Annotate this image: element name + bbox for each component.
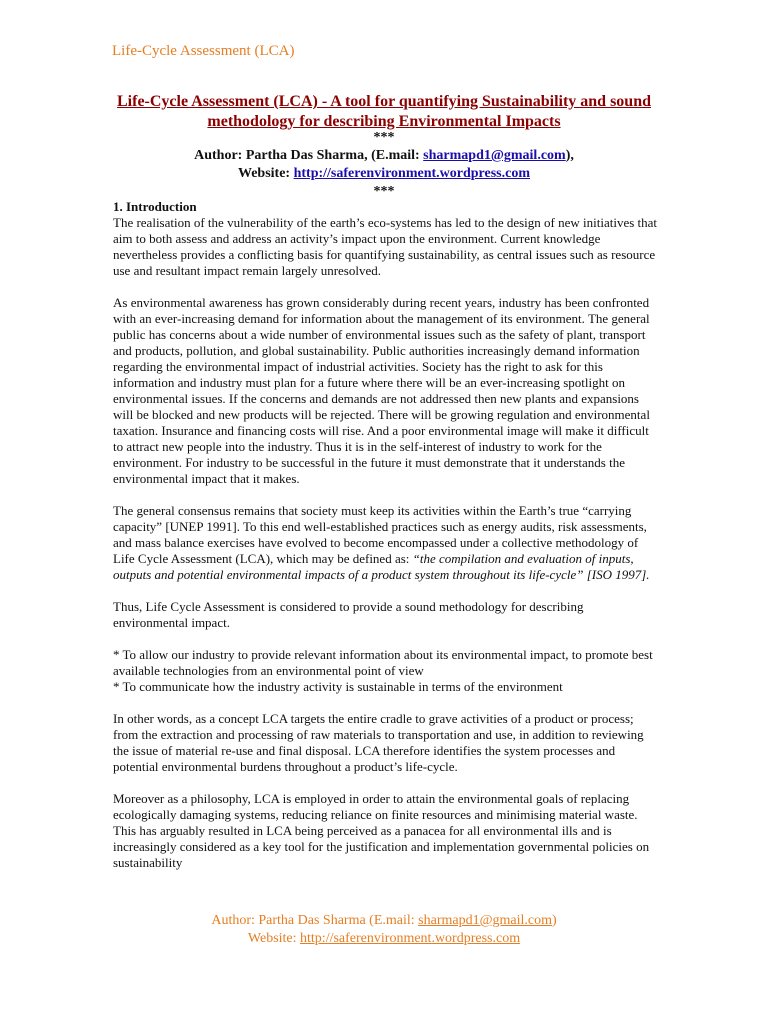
footer-author-prefix: Author: Partha Das Sharma (E.mail:: [211, 913, 419, 928]
author-email-link[interactable]: sharmapd1@gmail.com: [423, 148, 566, 163]
iso-definition-quote: “the compilation and evaluation of inputs, outputs and potential environmental impacts of a product system throughout its life-cycle” [ISO 1997].: [113, 551, 650, 582]
bullet-item-2: * To communicate how the industry activity is sustainable in terms of the environment: [113, 679, 563, 694]
paragraph-1: The realisation of the vulnerability of the earth’s eco-systems has led to the design of new initiatives that aim to both assess and address an activity’s impact upon the environment. Current knowledge nevertheless provides a conflicting basis for quantifying sustainability, as central issues such as resource use and resultant impact remain largely unresolved.: [113, 215, 658, 278]
website-prefix: Website:: [237, 166, 294, 181]
body-text: [113, 199, 658, 871]
footer-email-link[interactable]: sharmapd1@gmail.com: [418, 913, 552, 928]
author-suffix: ),: [565, 148, 574, 163]
website-line: [96, 166, 672, 182]
paragraph-3: [113, 503, 658, 583]
bullet-item-1: * To allow our industry to provide relevant information about its environmental impact, to promote best available technologies from an environmental point of view: [113, 647, 653, 678]
byline-separator: ***: [373, 184, 395, 199]
footer-website-prefix: Website:: [247, 931, 301, 946]
website-link[interactable]: http://saferenvironment.wordpress.com: [293, 166, 531, 181]
running-header: Life-Cycle Assessment (LCA): [112, 43, 295, 59]
paragraph-3-text: The general consensus remains that society must keep its activities within the Earth’s true “carrying capacity” [UNEP 1991]. To this end well-established practices such as energy audits, risk assessments, and mass balance exercises have evolved to become encompassed under a collective methodology of Life Cycle Assessment (LCA), which may be defined as:: [113, 503, 647, 566]
document-title: Life-Cycle Assessment (LCA) - A tool for quantifying Sustainability and sound methodology for describing Environmental Impacts: [117, 93, 651, 130]
paragraph-6: Moreover as a philosophy, LCA is employed in order to attain the environmental goals of replacing ecologically damaging systems, reducing reliance on finite resources and minimising material waste. This has arguably resulted in LCA being perceived as a panacea for all environmental ills and is increasingly considered as a key tool for the justification and implementation governmental policies on sustainability: [113, 791, 650, 870]
paragraph-5: In other words, as a concept LCA targets the entire cradle to grave activities of a product or process; from the extraction and processing of raw materials to transportation and use, in addition to reviewing the issue of material re-use and final disposal. LCA therefore identifies the system processes and potential environmental burdens throughout a product’s life-cycle.: [113, 711, 644, 774]
footer-website-link[interactable]: http://saferenvironment.wordpress.com: [300, 931, 521, 946]
section-heading: 1. Introduction: [113, 199, 197, 214]
footer-author-suffix: ): [551, 913, 557, 928]
footer-website-line: [96, 930, 672, 948]
title-separator: ***: [373, 130, 395, 145]
author-prefix: Author: Partha Das Sharma, (E.mail:: [194, 148, 424, 163]
page-footer: [96, 912, 672, 948]
author-line: [96, 148, 672, 164]
paragraph-2: As environmental awareness has grown considerably during recent years, industry has been confronted with an ever-increasing demand for information about the management of its environment. The general public has concerns about a wide number of environmental issues such as the safety of plant, transport and products, pollution, and global sustainability. Public authorities increasingly demand information regarding the environmental impact of industrial activities. Society has the right to ask for this information and industry must plan for a future where there will be an ever-increasing spotlight on environmental issues. If the concerns and demands are not addressed then new plants and expansions will be blocked and new products will be rejected. There will be growing regulation and environmental taxation. Insurance and financing costs will rise. And a poor environmental image will make it difficult to attract new people into the industry. Thus it is in the self-interest of industry to work for the environment. For industry to be successful in the future it must demonstrate that it understands the environmental impact that it makes.: [113, 295, 650, 486]
footer-author-line: [96, 912, 672, 930]
paragraph-4: Thus, Life Cycle Assessment is considered to provide a sound methodology for describing environmental impact.: [113, 599, 584, 630]
